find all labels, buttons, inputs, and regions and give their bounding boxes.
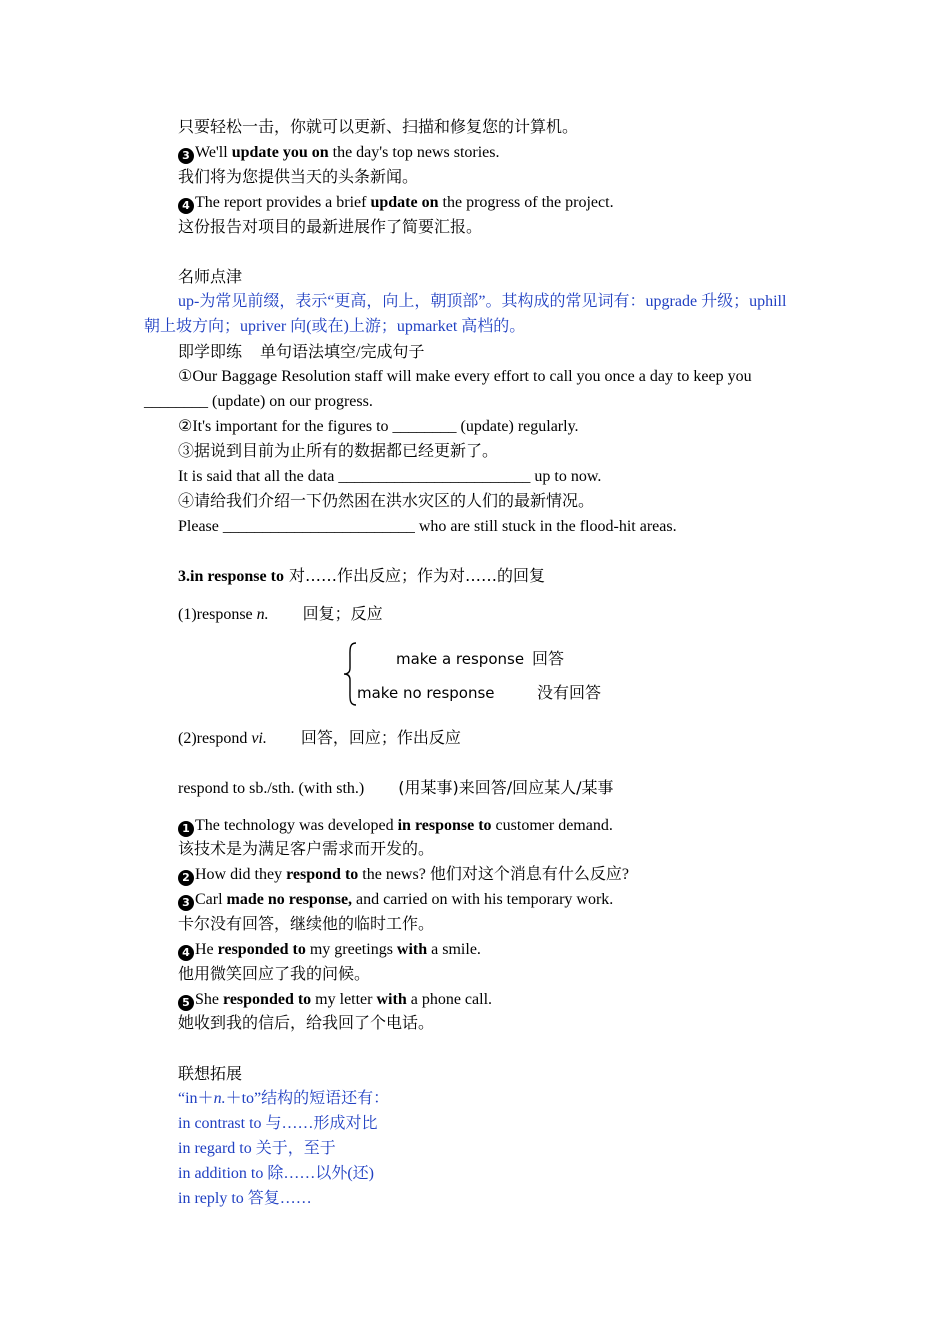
association-item: in regard to 关于，至于	[178, 1140, 336, 1157]
response-example-1-translation: 该技术是为满足客户需求而开发的。	[178, 841, 435, 858]
question-2: ②It's important for the figures to ________ (update) regularly.	[178, 418, 579, 435]
brace-item-2-cn: 没有回答	[537, 683, 602, 702]
association-item: in addition to 除……以外(还)	[178, 1165, 374, 1182]
tip-line-2: 朝上坡方向；upriver 向(或在)上游；upmarket 高档的。	[144, 318, 526, 335]
question-3-english: It is said that all the data ________________________ up to now.	[178, 468, 602, 485]
number-badge: 5	[178, 995, 194, 1011]
respond-to-usage: respond to sb./sth. (with sth.) (用某事)来回答/回应某人/某事	[178, 778, 614, 797]
response-example-3-translation: 卡尔没有回答，继续他的临时工作。	[178, 916, 435, 933]
association-item: in contrast to 与……形成对比	[178, 1115, 378, 1132]
response-noun-line: (1)response n. 回复；反应	[178, 604, 383, 623]
brace-item-1-cn: 回答	[532, 649, 565, 668]
tip-heading: 名师点津	[178, 267, 243, 286]
respond-verb-line: (2)respond vi. 回答，回应；作出反应	[178, 728, 461, 747]
intro-line: 只要轻松一击，你就可以更新、扫描和修复您的计算机。	[178, 119, 579, 136]
brace-item-1-en: make a response	[396, 650, 525, 668]
number-badge: 3	[178, 895, 194, 911]
example-4: 4 The report provides a brief update on the progress of the project.	[178, 192, 614, 214]
section-3-heading: 3.in response to 对……作出反应；作为对……的回复	[178, 566, 546, 585]
question-4-chinese: ④请给我们介绍一下仍然困在洪水灾区的人们的最新情况。	[178, 493, 595, 510]
question-1-line-1: ①Our Baggage Resolution staff will make every effort to call you once a day to keep you	[178, 368, 752, 385]
number-badge: 3	[178, 148, 194, 164]
association-heading: 联想拓展	[178, 1064, 243, 1083]
response-example-5-translation: 她收到我的信后，给我回了个电话。	[178, 1015, 435, 1032]
number-badge: 4	[178, 198, 194, 214]
practice-heading: 即学即练 单句语法填空/完成句子	[178, 342, 425, 361]
example-3: 3 We'll update you on the day's top news stories.	[178, 142, 499, 164]
response-example-5: 5 She responded to my letter with a phone call.	[178, 989, 492, 1011]
question-1-line-2: ________ (update) on our progress.	[144, 393, 373, 410]
response-example-3: 3 Carl made no response, and carried on with his temporary work.	[178, 889, 613, 911]
number-badge: 2	[178, 870, 194, 886]
response-example-4: 4 He responded to my greetings with a smile.	[178, 939, 481, 961]
response-example-1: 1 The technology was developed in response to customer demand.	[178, 815, 613, 837]
example-4-translation: 这份报告对项目的最新进展作了简要汇报。	[178, 219, 483, 236]
example-3-translation: 我们将为您提供当天的头条新闻。	[178, 169, 419, 186]
association-intro: “in＋n.＋to”结构的短语还有：	[178, 1090, 390, 1107]
response-example-2: 2 How did they respond to the news? 他们对这个消息有什么反应?	[178, 864, 629, 886]
number-badge: 4	[178, 945, 194, 961]
response-example-4-translation: 他用微笑回应了我的问候。	[178, 966, 371, 983]
question-3-chinese: ③据说到目前为止所有的数据都已经更新了。	[178, 443, 499, 460]
tip-line-1: up-为常见前缀，表示“更高，向上，朝顶部”。其构成的常见词有：upgrade 升级；uphill	[178, 293, 787, 310]
number-badge: 1	[178, 821, 194, 837]
association-item: in reply to 答复……	[178, 1190, 312, 1207]
brace-item-2-en: make no response	[357, 684, 495, 702]
question-4-english: Please ________________________ who are still stuck in the flood-hit areas.	[178, 518, 677, 535]
